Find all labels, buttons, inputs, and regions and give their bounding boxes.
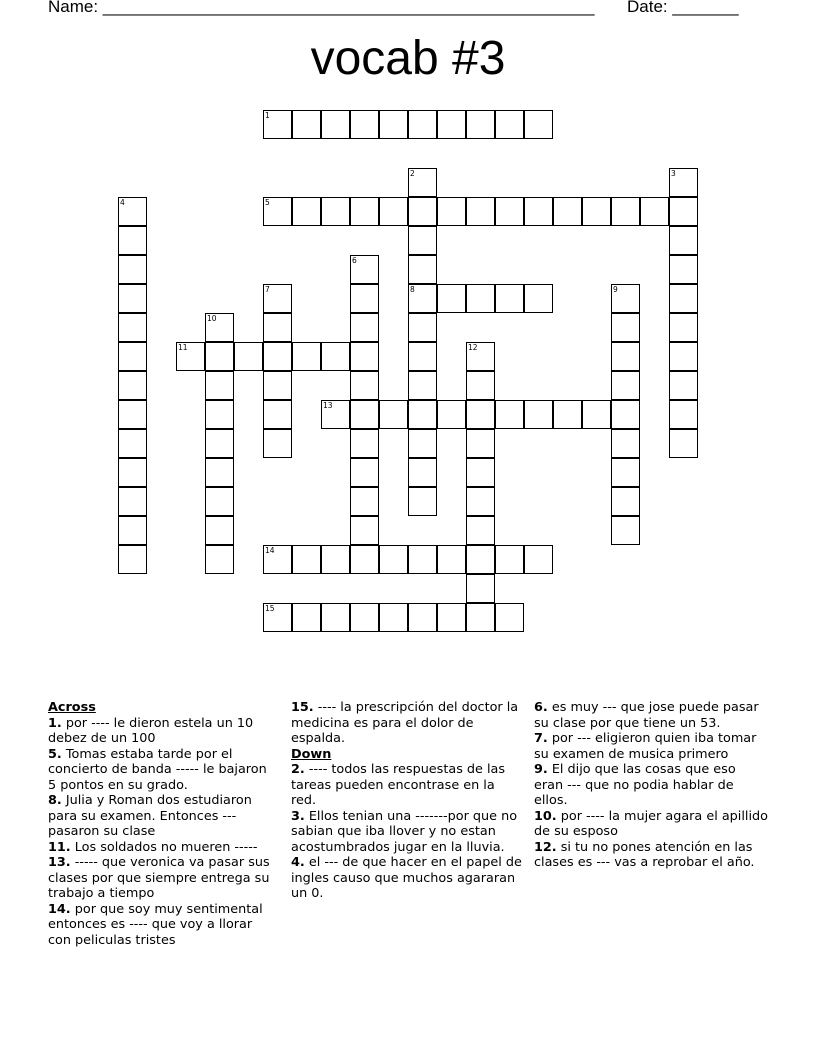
grid-cell[interactable] xyxy=(466,110,495,139)
clue-text: por ---- la mujer agara el apillido de su esposo xyxy=(534,808,768,839)
cell-number: 3 xyxy=(671,169,676,178)
grid-cell[interactable] xyxy=(118,197,147,226)
grid-cell[interactable] xyxy=(466,197,495,226)
grid-cell[interactable] xyxy=(437,197,466,226)
grid-cell[interactable] xyxy=(437,110,466,139)
grid-cell[interactable] xyxy=(350,487,379,516)
grid-cell[interactable] xyxy=(669,371,698,400)
clue-text: ---- la prescripción del doctor la medicina es para el dolor de espalda. xyxy=(291,700,519,746)
grid-cell[interactable] xyxy=(466,400,495,429)
clue-across-11 xyxy=(48,840,276,856)
grid-cell[interactable] xyxy=(350,342,379,371)
grid-cell[interactable] xyxy=(611,400,640,429)
cell-number: 12 xyxy=(468,343,478,352)
grid-cell[interactable] xyxy=(408,603,437,632)
cell-number: 9 xyxy=(613,285,618,294)
clue-across-14 xyxy=(48,902,276,949)
grid-cell[interactable] xyxy=(408,400,437,429)
grid-cell[interactable] xyxy=(321,342,350,371)
grid-cell[interactable] xyxy=(495,197,524,226)
grid-cell[interactable] xyxy=(350,458,379,487)
clues-column-1 xyxy=(48,700,276,948)
grid-cell[interactable] xyxy=(118,342,147,371)
grid-cell[interactable] xyxy=(234,342,263,371)
clue-down-7 xyxy=(534,731,768,762)
clue-text: Ellos tenian una -------por que no sabian que iba llover y no estan acostumbrados jugar en la lluvia. xyxy=(291,808,518,855)
grid-cell[interactable] xyxy=(205,516,234,545)
grid-cell[interactable] xyxy=(408,255,437,284)
clue-number: 12. xyxy=(534,839,557,855)
clue-text: el --- de que hacer en el papel de ingles causo que muchos agararan un 0. xyxy=(291,855,522,901)
grid-cell[interactable] xyxy=(118,487,147,516)
grid-cell[interactable] xyxy=(669,400,698,429)
grid-cell[interactable] xyxy=(321,110,350,139)
cell-number: 2 xyxy=(410,169,415,178)
clue-number: 10. xyxy=(534,808,557,824)
grid-cell[interactable] xyxy=(553,400,582,429)
grid-cell[interactable] xyxy=(408,284,437,313)
grid-cell[interactable] xyxy=(350,603,379,632)
grid-cell[interactable] xyxy=(408,226,437,255)
grid-cell[interactable] xyxy=(669,313,698,342)
grid-cell[interactable] xyxy=(118,313,147,342)
grid-cell[interactable] xyxy=(205,342,234,371)
grid-cell[interactable] xyxy=(118,458,147,487)
clue-text: Tomas estaba tarde por el concierto de banda ----- le bajaron 5 pontos en su grado. xyxy=(48,746,267,793)
grid-cell[interactable] xyxy=(118,255,147,284)
clue-number: 3. xyxy=(291,808,305,824)
grid-cell[interactable] xyxy=(611,487,640,516)
grid-cell[interactable] xyxy=(205,545,234,574)
grid-cell[interactable] xyxy=(350,110,379,139)
clue-number: 8. xyxy=(48,793,62,808)
grid-cell[interactable] xyxy=(466,342,495,371)
clue-text: ----- que veronica va pasar sus clases por que siempre entrega su trabajo a tiempo xyxy=(48,855,270,901)
cell-number: 1 xyxy=(265,111,270,120)
grid-cell[interactable] xyxy=(292,342,321,371)
clue-across-15 xyxy=(291,700,523,747)
grid-cell[interactable] xyxy=(263,545,292,574)
clue-across-13 xyxy=(48,855,276,902)
grid-cell[interactable] xyxy=(640,197,669,226)
grid-cell[interactable] xyxy=(205,371,234,400)
cell-number: 8 xyxy=(410,285,415,294)
grid-cell[interactable] xyxy=(466,516,495,545)
grid-cell[interactable] xyxy=(350,516,379,545)
grid-cell[interactable] xyxy=(205,313,234,342)
grid-cell[interactable] xyxy=(292,545,321,574)
cell-number: 10 xyxy=(207,314,217,323)
grid-cell[interactable] xyxy=(379,603,408,632)
grid-cell[interactable] xyxy=(321,603,350,632)
grid-cell[interactable] xyxy=(408,371,437,400)
grid-cell[interactable] xyxy=(263,197,292,226)
grid-cell[interactable] xyxy=(408,197,437,226)
grid-cell[interactable] xyxy=(466,545,495,574)
grid-cell[interactable] xyxy=(176,342,205,371)
grid-cell[interactable] xyxy=(350,545,379,574)
clue-number: 6. xyxy=(534,700,548,715)
cell-number: 13 xyxy=(323,401,333,410)
grid-cell[interactable] xyxy=(437,400,466,429)
grid-cell[interactable] xyxy=(292,110,321,139)
clue-across-5 xyxy=(48,747,276,794)
grid-cell[interactable] xyxy=(582,197,611,226)
clue-number: 4. xyxy=(291,855,305,870)
clue-text: si tu no pones atención en las clases es --- vas a reprobar el año. xyxy=(534,839,755,870)
clue-number: 2. xyxy=(291,762,305,777)
grid-cell[interactable] xyxy=(263,603,292,632)
date-field: Date: _______ xyxy=(627,0,739,16)
grid-cell[interactable] xyxy=(669,197,698,226)
clue-across-8 xyxy=(48,793,276,840)
grid-cell[interactable] xyxy=(321,197,350,226)
grid-cell[interactable] xyxy=(321,545,350,574)
grid-cell[interactable] xyxy=(466,487,495,516)
grid-cell[interactable] xyxy=(611,342,640,371)
grid-cell[interactable] xyxy=(205,458,234,487)
grid-cell[interactable] xyxy=(263,400,292,429)
grid-cell[interactable] xyxy=(408,110,437,139)
grid-cell[interactable] xyxy=(437,284,466,313)
clue-down-6 xyxy=(534,700,768,731)
clue-text: Los soldados no mueren ----- xyxy=(74,839,258,855)
clue-number: 7. xyxy=(534,731,548,746)
grid-cell[interactable] xyxy=(408,342,437,371)
clue-down-4 xyxy=(291,855,523,902)
across-heading: Across xyxy=(48,700,96,715)
down-heading: Down xyxy=(291,746,332,762)
grid-cell[interactable] xyxy=(350,313,379,342)
grid-cell[interactable] xyxy=(495,284,524,313)
clues-column-3 xyxy=(534,700,768,871)
grid-cell[interactable] xyxy=(321,400,350,429)
grid-cell[interactable] xyxy=(495,400,524,429)
grid-cell[interactable] xyxy=(669,429,698,458)
grid-cell[interactable] xyxy=(524,545,553,574)
grid-cell[interactable] xyxy=(118,429,147,458)
grid-cell[interactable] xyxy=(524,110,553,139)
clue-number: 13. xyxy=(48,855,71,870)
clue-across-1 xyxy=(48,716,276,747)
grid-cell[interactable] xyxy=(118,284,147,313)
clue-text: ---- todos las respuestas de las tareas pueden encontrase en la red. xyxy=(291,762,506,808)
grid-cell[interactable] xyxy=(292,197,321,226)
clue-down-12 xyxy=(534,840,768,871)
grid-cell[interactable] xyxy=(118,400,147,429)
grid-cell[interactable] xyxy=(263,429,292,458)
cell-number: 6 xyxy=(352,256,357,265)
grid-cell[interactable] xyxy=(669,342,698,371)
clue-number: 11. xyxy=(48,839,71,855)
grid-cell[interactable] xyxy=(118,516,147,545)
grid-cell[interactable] xyxy=(350,255,379,284)
grid-cell[interactable] xyxy=(408,545,437,574)
grid-cell[interactable] xyxy=(611,197,640,226)
grid-cell[interactable] xyxy=(495,110,524,139)
grid-cell[interactable] xyxy=(263,284,292,313)
grid-cell[interactable] xyxy=(524,284,553,313)
grid-cell[interactable] xyxy=(263,313,292,342)
grid-cell[interactable] xyxy=(437,545,466,574)
clue-text: es muy --- que jose puede pasar su clase por que tiene un 53. xyxy=(534,700,759,731)
cell-number: 7 xyxy=(265,285,270,294)
grid-cell[interactable] xyxy=(205,429,234,458)
clue-text: por ---- le dieron estela un 10 debez de un 100 xyxy=(48,715,254,746)
grid-cell[interactable] xyxy=(408,487,437,516)
grid-cell[interactable] xyxy=(466,284,495,313)
grid-cell[interactable] xyxy=(350,284,379,313)
grid-cell[interactable] xyxy=(292,603,321,632)
clue-text: por que soy muy sentimental entonces es ---- que voy a llorar con peliculas tristes xyxy=(48,901,263,948)
clue-number: 1. xyxy=(48,715,62,731)
grid-cell[interactable] xyxy=(611,284,640,313)
grid-cell[interactable] xyxy=(466,429,495,458)
grid-cell[interactable] xyxy=(553,197,582,226)
grid-cell[interactable] xyxy=(350,429,379,458)
grid-cell[interactable] xyxy=(437,603,466,632)
clue-down-9 xyxy=(534,762,768,809)
cell-number: 14 xyxy=(265,546,275,555)
grid-cell[interactable] xyxy=(495,603,524,632)
clue-text: Julia y Roman dos estudiaron para su examen. Entonces --- pasaron su clase xyxy=(48,793,252,839)
clue-down-10 xyxy=(534,809,768,840)
grid-cell[interactable] xyxy=(466,574,495,603)
grid-cell[interactable] xyxy=(350,371,379,400)
grid-cell[interactable] xyxy=(263,342,292,371)
grid-cell[interactable] xyxy=(408,458,437,487)
grid-cell[interactable] xyxy=(495,545,524,574)
grid-cell[interactable] xyxy=(379,110,408,139)
grid-cell[interactable] xyxy=(611,429,640,458)
grid-cell[interactable] xyxy=(669,226,698,255)
clue-text: El dijo que las cosas que eso eran --- que no podia hablar de ellos. xyxy=(534,762,736,808)
grid-cell[interactable] xyxy=(524,400,553,429)
grid-cell[interactable] xyxy=(669,255,698,284)
name-field: Name: ____________________________________________________ xyxy=(48,0,595,16)
grid-cell[interactable] xyxy=(524,197,553,226)
grid-cell[interactable] xyxy=(408,168,437,197)
grid-cell[interactable] xyxy=(263,110,292,139)
grid-cell[interactable] xyxy=(118,371,147,400)
grid-cell[interactable] xyxy=(379,545,408,574)
cell-number: 11 xyxy=(178,343,188,352)
cell-number: 15 xyxy=(265,604,275,613)
clue-number: 15. xyxy=(291,700,314,715)
clue-down-3 xyxy=(291,809,523,856)
grid-cell[interactable] xyxy=(408,429,437,458)
clues-column-2 xyxy=(291,700,523,902)
clue-number: 14. xyxy=(48,901,71,917)
grid-cell[interactable] xyxy=(408,313,437,342)
grid-cell[interactable] xyxy=(611,516,640,545)
cell-number: 5 xyxy=(265,198,270,207)
cell-number: 4 xyxy=(120,198,125,207)
clue-number: 9. xyxy=(534,762,548,777)
grid-cell[interactable] xyxy=(205,487,234,516)
grid-cell[interactable] xyxy=(379,400,408,429)
grid-cell[interactable] xyxy=(350,400,379,429)
grid-cell[interactable] xyxy=(466,603,495,632)
page-title: vocab #3 xyxy=(310,32,506,85)
grid-cell[interactable] xyxy=(611,371,640,400)
grid-cell[interactable] xyxy=(118,545,147,574)
grid-cell[interactable] xyxy=(379,197,408,226)
grid-cell[interactable] xyxy=(205,400,234,429)
grid-cell[interactable] xyxy=(582,400,611,429)
clue-number: 5. xyxy=(48,746,62,762)
grid-cell[interactable] xyxy=(118,226,147,255)
grid-cell[interactable] xyxy=(350,197,379,226)
grid-cell[interactable] xyxy=(466,371,495,400)
clue-text: por --- eligieron quien iba tomar su examen de musica primero xyxy=(534,731,757,762)
grid-cell[interactable] xyxy=(263,371,292,400)
clue-down-2 xyxy=(291,762,523,809)
grid-cell[interactable] xyxy=(669,284,698,313)
grid-cell[interactable] xyxy=(611,313,640,342)
grid-cell[interactable] xyxy=(466,458,495,487)
grid-cell[interactable] xyxy=(611,458,640,487)
grid-cell[interactable] xyxy=(669,168,698,197)
